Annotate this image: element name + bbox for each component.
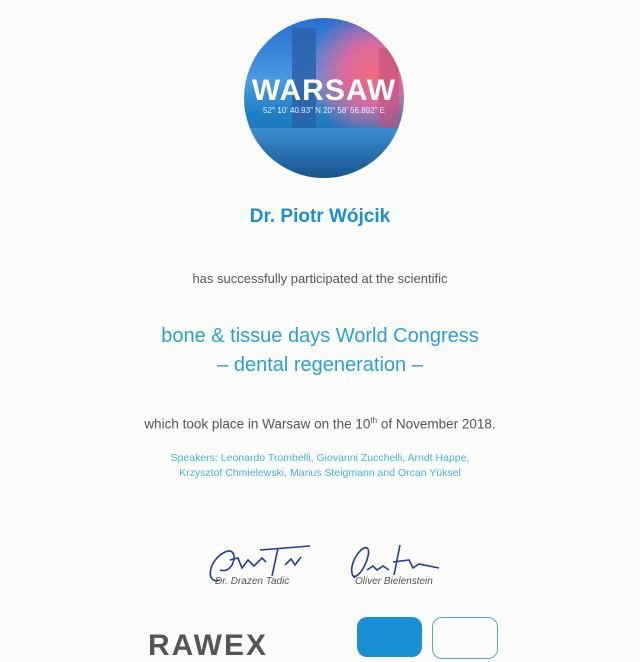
event-title-line1: bone & tissue days World Congress [161, 325, 479, 347]
emblem-title: WARSAW [251, 74, 397, 107]
place-text: which took place in Warsaw on the 10 [144, 416, 371, 432]
speakers-line2: Krzysztof Chmielewski, Marius Steigmann and Orcan Yüksel [179, 467, 461, 479]
intro-text: has successfully participated at the scientific [192, 271, 448, 286]
emblem-coordinates: 52° 10' 40.93" N 20° 58' 56.892" E [263, 106, 385, 115]
place-date-text [0, 416, 640, 432]
signature-name-tadic: Dr. Drazen Tadic [215, 576, 290, 587]
ordinal-suffix: th [370, 416, 378, 425]
signature-name-bielenstein: Oliver Bielenstein [355, 576, 433, 587]
emblem-cityscape [244, 128, 404, 178]
footer-logo: RAWEX [148, 629, 269, 662]
warsaw-emblem [244, 18, 404, 178]
event-title [0, 322, 640, 380]
footer-logo-box-outline [432, 617, 498, 659]
speakers [0, 451, 640, 481]
speakers-line1: Speakers: Leonardo Trombelli, Giovanni Zucchelli, Arndt Happe, [170, 452, 470, 464]
footer-logo-box-filled [357, 617, 422, 657]
event-title-line2: – dental regeneration – [217, 354, 423, 376]
date-text: of November 2018. [377, 416, 496, 432]
recipient-name: Dr. Piotr Wójcik [249, 206, 391, 227]
